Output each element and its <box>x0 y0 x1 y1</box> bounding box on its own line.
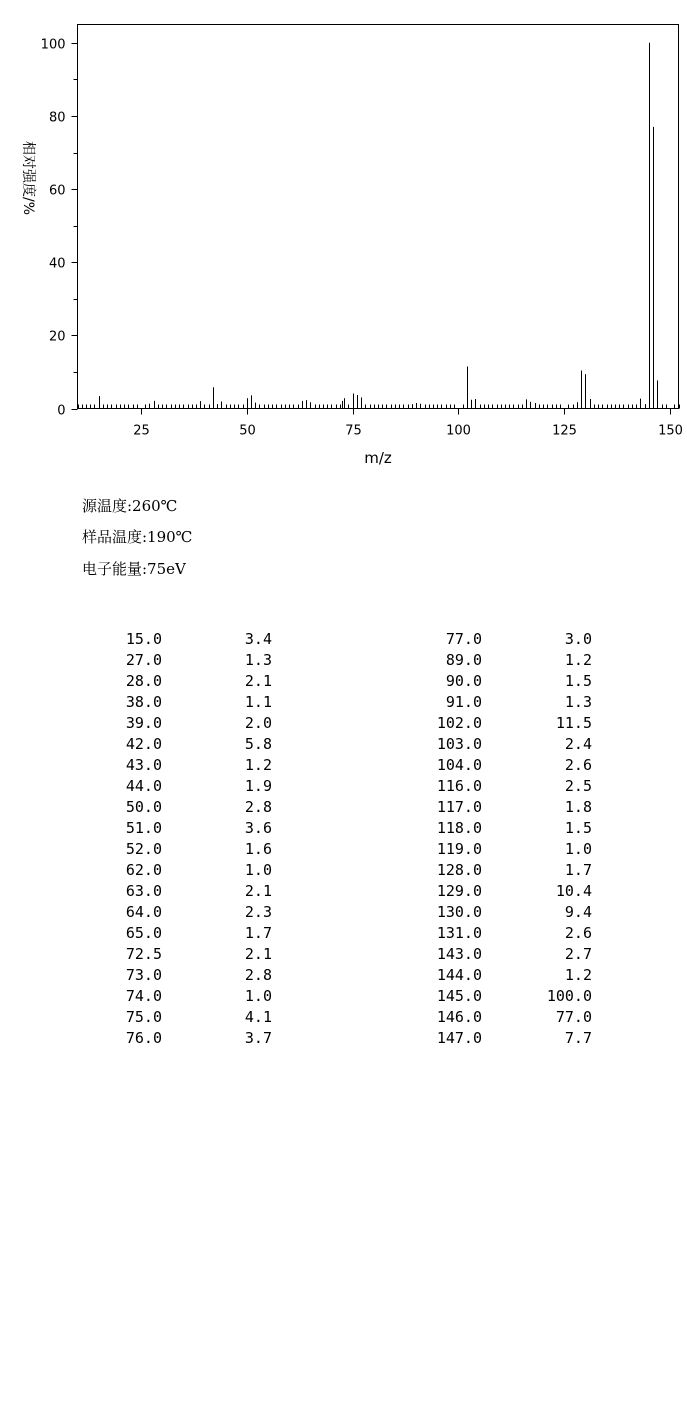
peak-intensity: 2.6 <box>564 924 592 942</box>
peak-mz: 118.0 <box>436 819 482 837</box>
peak-mz: 72.5 <box>125 945 162 963</box>
peak-intensity: 1.2 <box>564 966 592 984</box>
peak-mz: 52.0 <box>125 840 162 858</box>
peak-mz: 103.0 <box>436 735 482 753</box>
peak-mz: 65.0 <box>125 924 162 942</box>
peak-intensity: 2.1 <box>244 945 272 963</box>
peak-intensity: 77.0 <box>555 1008 592 1026</box>
peak-mz: 143.0 <box>436 945 482 963</box>
peak-intensity: 1.6 <box>244 840 272 858</box>
peak-mz: 44.0 <box>125 777 162 795</box>
peak-intensity: 1.8 <box>564 798 592 816</box>
peak-mz: 39.0 <box>125 714 162 732</box>
peak-table-row <box>0 776 300 797</box>
mass-spectrum-chart <box>0 0 687 480</box>
peak-table-row <box>0 944 300 965</box>
peak-mz: 91.0 <box>445 693 482 711</box>
peak-intensity: 1.7 <box>244 924 272 942</box>
peak-table-row <box>0 860 300 881</box>
peak-intensity: 11.5 <box>555 714 592 732</box>
peak-intensity: 1.2 <box>564 651 592 669</box>
peak-mz: 119.0 <box>436 840 482 858</box>
minor-tick-marks <box>79 405 680 409</box>
peak-intensity: 2.8 <box>244 966 272 984</box>
peak-table-row <box>340 902 620 923</box>
condition-source-temp: 源温度:260℃ <box>82 497 178 515</box>
x-tick-label: 50 <box>239 423 256 439</box>
peak-intensity: 1.3 <box>244 651 272 669</box>
peak-intensity: 2.3 <box>244 903 272 921</box>
peak-mz: 104.0 <box>436 756 482 774</box>
plot-frame <box>78 25 679 409</box>
peak-mz: 128.0 <box>436 861 482 879</box>
peak-intensity: 1.2 <box>244 756 272 774</box>
peak-intensity: 10.4 <box>555 882 592 900</box>
peak-intensity: 2.5 <box>564 777 592 795</box>
peak-table-row <box>0 797 300 818</box>
peak-intensity: 1.0 <box>564 840 592 858</box>
peak-table-row <box>340 839 620 860</box>
peak-table-row <box>340 776 620 797</box>
peak-table-row <box>0 755 300 776</box>
x-tick-label: 100 <box>446 423 471 439</box>
peak-intensity: 1.5 <box>564 672 592 690</box>
peak-intensity: 100.0 <box>546 987 592 1005</box>
x-axis-label: m/z <box>364 449 392 467</box>
peak-mz: 64.0 <box>125 903 162 921</box>
peak-mz: 42.0 <box>125 735 162 753</box>
peak-table-row <box>340 818 620 839</box>
peak-mz: 147.0 <box>436 1029 482 1047</box>
peak-table-row <box>0 1007 300 1028</box>
peak-mz: 146.0 <box>436 1008 482 1026</box>
peak-mz: 63.0 <box>125 882 162 900</box>
y-tick-label: 60 <box>48 183 66 199</box>
peak-mz: 131.0 <box>436 924 482 942</box>
peak-table-row <box>340 923 620 944</box>
peak-intensity: 1.9 <box>244 777 272 795</box>
peak-intensity: 1.3 <box>564 693 592 711</box>
peak-table-row <box>0 881 300 902</box>
peak-table-row <box>340 797 620 818</box>
peak-intensity: 2.6 <box>564 756 592 774</box>
peak-table-left <box>0 629 300 1049</box>
peak-intensity: 2.4 <box>564 735 592 753</box>
peak-intensity: 1.7 <box>564 861 592 879</box>
x-tick-label: 125 <box>552 423 577 439</box>
peak-mz: 28.0 <box>125 672 162 690</box>
peak-intensity: 7.7 <box>564 1029 592 1047</box>
peak-intensity: 2.7 <box>564 945 592 963</box>
peak-mz: 73.0 <box>125 966 162 984</box>
peak-table-row <box>340 755 620 776</box>
peak-table-row <box>340 671 620 692</box>
peak-intensity: 1.0 <box>244 861 272 879</box>
peak-mz: 15.0 <box>125 630 162 648</box>
peak-mz: 116.0 <box>436 777 482 795</box>
peak-intensity: 2.8 <box>244 798 272 816</box>
peak-mz: 50.0 <box>125 798 162 816</box>
peak-table-row <box>0 986 300 1007</box>
x-tick-label: 150 <box>658 423 683 439</box>
peak-table-row <box>340 965 620 986</box>
peak-table-row <box>0 671 300 692</box>
peak-table-row <box>340 713 620 734</box>
peak-table-row <box>0 713 300 734</box>
peak-table-row <box>0 692 300 713</box>
peak-intensity: 3.6 <box>244 819 272 837</box>
peak-table-row <box>340 692 620 713</box>
peak-mz: 102.0 <box>436 714 482 732</box>
peak-table-row <box>0 818 300 839</box>
peak-intensity: 2.1 <box>244 672 272 690</box>
peak-intensity: 4.1 <box>244 1008 272 1026</box>
peak-table-row <box>340 650 620 671</box>
peak-mz: 145.0 <box>436 987 482 1005</box>
y-tick-label: 20 <box>48 329 66 345</box>
peak-mz: 144.0 <box>436 966 482 984</box>
peak-mz: 129.0 <box>436 882 482 900</box>
peak-mz: 51.0 <box>125 819 162 837</box>
peak-table-row <box>340 629 620 650</box>
x-tick-label: 25 <box>133 423 150 439</box>
peak-table-row <box>0 629 300 650</box>
peak-table-row <box>0 1028 300 1049</box>
peak-table-row <box>340 986 620 1007</box>
peak-table-row <box>340 1028 620 1049</box>
peak-intensity: 1.5 <box>564 819 592 837</box>
peak-table-row <box>0 923 300 944</box>
y-tick-label: 100 <box>40 37 66 53</box>
peak-mz: 90.0 <box>445 672 482 690</box>
peak-intensity: 3.4 <box>244 630 272 648</box>
peak-intensity: 1.0 <box>244 987 272 1005</box>
y-axis-label: 相对强度/% <box>20 140 36 216</box>
peak-table-row <box>0 902 300 923</box>
y-tick-label: 40 <box>48 256 66 272</box>
peak-table-row <box>0 839 300 860</box>
y-tick-label: 0 <box>57 403 66 419</box>
condition-electron-energy: 电子能量:75eV <box>82 560 186 578</box>
peak-mz: 75.0 <box>125 1008 162 1026</box>
peak-intensity: 3.0 <box>564 630 592 648</box>
peak-table-row <box>340 734 620 755</box>
peak-mz: 117.0 <box>436 798 482 816</box>
peak-mz: 130.0 <box>436 903 482 921</box>
peak-table-row <box>340 1007 620 1028</box>
peak-mz: 38.0 <box>125 693 162 711</box>
peak-table-row <box>0 965 300 986</box>
x-tick-label: 75 <box>345 423 362 439</box>
peak-mz: 77.0 <box>445 630 482 648</box>
peak-table-row <box>340 860 620 881</box>
y-tick-label: 80 <box>48 110 66 126</box>
peak-mz: 43.0 <box>125 756 162 774</box>
peak-intensity: 3.7 <box>244 1029 272 1047</box>
peak-table-row <box>340 881 620 902</box>
peak-table-row <box>340 944 620 965</box>
peak-mz: 76.0 <box>125 1029 162 1047</box>
peak-intensity: 5.8 <box>244 735 272 753</box>
peak-table-row <box>0 734 300 755</box>
peak-intensity: 2.1 <box>244 882 272 900</box>
peak-mz: 27.0 <box>125 651 162 669</box>
y-axis <box>41 38 78 419</box>
peak-mz: 62.0 <box>125 861 162 879</box>
peak-intensity: 1.1 <box>244 693 272 711</box>
peak-mz: 74.0 <box>125 987 162 1005</box>
x-axis <box>133 409 683 439</box>
spectrum-peaks <box>100 43 658 409</box>
condition-sample-temp: 样品温度:190℃ <box>82 528 193 546</box>
peak-table-right <box>340 629 620 1049</box>
peak-table-row <box>0 650 300 671</box>
peak-intensity: 9.4 <box>564 903 592 921</box>
peak-mz: 89.0 <box>445 651 482 669</box>
peak-intensity: 2.0 <box>244 714 272 732</box>
